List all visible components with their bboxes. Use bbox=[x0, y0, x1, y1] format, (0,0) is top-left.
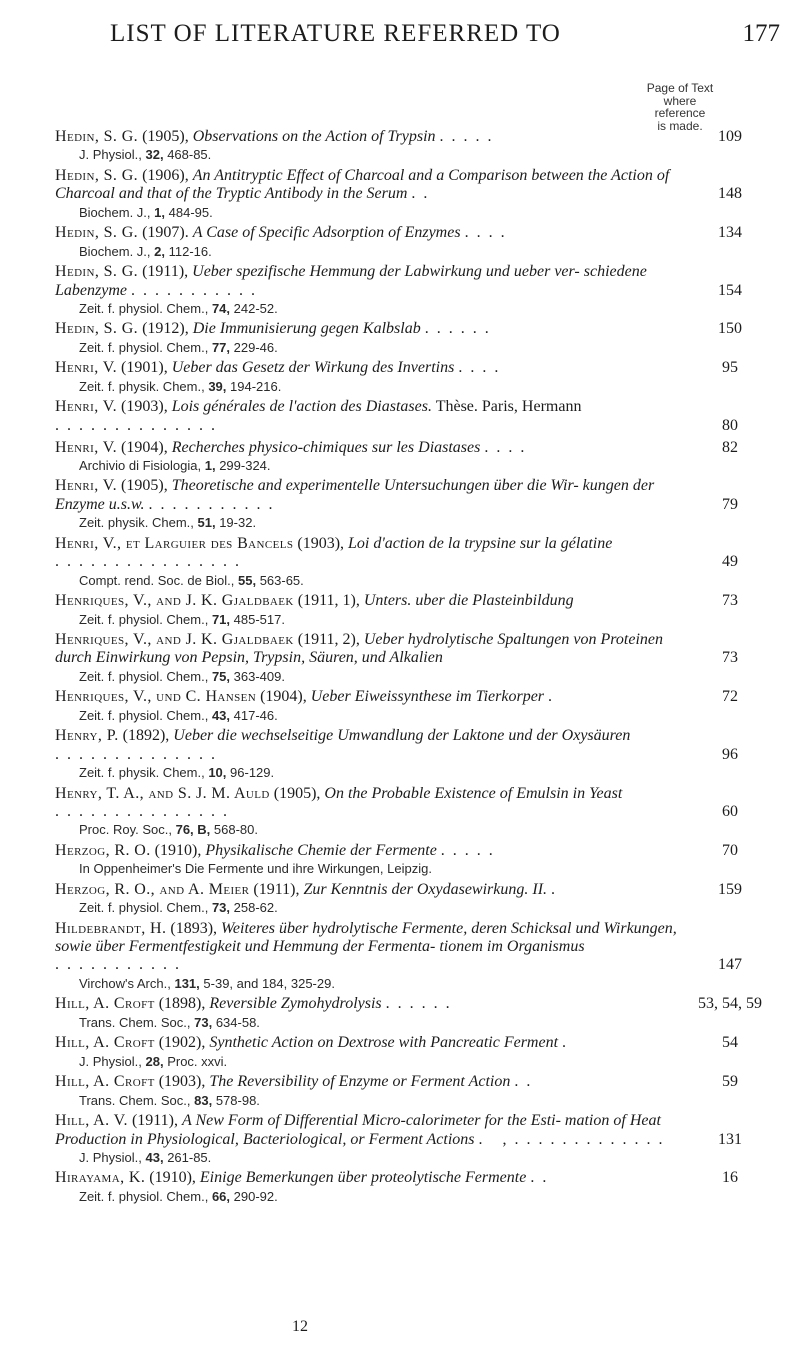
journal-name: Zeit. f. physiol. Chem., bbox=[79, 611, 209, 627]
citation-text bbox=[55, 842, 693, 860]
leader-dots: .............. bbox=[55, 416, 223, 434]
leader-dots: ..... bbox=[439, 128, 500, 145]
reference-citation bbox=[55, 263, 767, 300]
journal-source bbox=[55, 764, 767, 781]
reference-citation bbox=[55, 1073, 767, 1091]
citation-text bbox=[55, 688, 693, 706]
year: (1903), bbox=[158, 1073, 206, 1091]
reference-entry bbox=[55, 535, 767, 589]
journal-pages: 96-129. bbox=[230, 765, 275, 781]
reference-entry bbox=[55, 398, 767, 435]
reference-entry bbox=[55, 592, 767, 627]
reference-citation bbox=[55, 1034, 767, 1052]
journal-pages: 242-52. bbox=[233, 300, 278, 316]
text-page-reference: 95 bbox=[722, 359, 738, 377]
column-heading-line: where bbox=[663, 93, 697, 108]
journal-source bbox=[55, 300, 767, 317]
leader-dots: . bbox=[551, 880, 564, 898]
work-title: The Reversibility of Enzyme or Ferment Action bbox=[209, 1073, 511, 1091]
author: Hill, A. Croft bbox=[55, 1034, 155, 1052]
text-page-reference: 60 bbox=[722, 802, 738, 820]
work-title: Ueber die wechselseitige Umwandlung der Laktone und der bbox=[173, 727, 558, 745]
journal-pages: Proc. xxvi. bbox=[167, 1053, 228, 1069]
column-heading-line: is made. bbox=[657, 118, 703, 133]
year: (1892), bbox=[122, 727, 170, 745]
publication-note: Thèse. Paris, Hermann bbox=[435, 398, 582, 416]
reference-citation bbox=[55, 785, 767, 822]
journal-name: Biochem. J., bbox=[79, 204, 151, 220]
text-page-reference: 148 bbox=[718, 185, 742, 203]
journal-volume: 83, bbox=[194, 1092, 213, 1108]
journal-name: Zeit. physik. Chem., bbox=[79, 515, 194, 531]
work-title-continued: in Yeast bbox=[572, 784, 623, 802]
journal-source bbox=[55, 668, 767, 685]
text-page-reference: 131 bbox=[718, 1130, 742, 1148]
year: (1904), bbox=[260, 688, 307, 706]
journal-source bbox=[55, 899, 767, 916]
journal-volume: 71, bbox=[211, 611, 231, 627]
journal-pages: 299-324. bbox=[219, 457, 271, 473]
journal-name: Zeit. f. physiol. Chem., bbox=[79, 707, 209, 723]
text-page-reference: 134 bbox=[718, 224, 742, 242]
reference-entry bbox=[55, 1034, 767, 1069]
text-page-reference: 54 bbox=[722, 1034, 738, 1052]
journal-name: J. Physiol., bbox=[79, 1149, 142, 1165]
reference-entry bbox=[55, 263, 767, 317]
author: Henri, V. bbox=[55, 438, 118, 456]
author: Hedin, S. G. bbox=[55, 224, 139, 242]
reference-citation bbox=[55, 592, 767, 610]
text-page-reference: 96 bbox=[722, 745, 738, 763]
work-title: An Antitryptic Effect of Charcoal and a Comparison between bbox=[192, 166, 584, 184]
work-title: Physikalische Chemie der Fermente bbox=[205, 841, 437, 859]
journal-source bbox=[55, 514, 767, 531]
author: Hedin, S. G. bbox=[55, 166, 139, 184]
work-title-continued: und Wirkungen, sowie über Fermentfestigkeit und Hemmung der Fermenta- tionem im Organismus bbox=[55, 919, 677, 956]
reference-list bbox=[55, 128, 767, 1208]
journal-name: Trans. Chem. Soc., bbox=[79, 1092, 191, 1108]
work-title: Synthetic Action on Dextrose with Pancreatic Ferment bbox=[209, 1034, 559, 1052]
text-page-reference: 159 bbox=[718, 880, 742, 898]
reference-citation bbox=[55, 359, 767, 377]
reference-entry bbox=[55, 477, 767, 531]
journal-pages: 484-95. bbox=[168, 204, 213, 220]
text-page-reference: 16 bbox=[722, 1169, 738, 1187]
author: Henriques, V., und C. Hansen bbox=[55, 688, 257, 706]
journal-source bbox=[55, 457, 767, 474]
reference-entry bbox=[55, 439, 767, 474]
leader-dots: . ,............. bbox=[478, 1130, 671, 1148]
journal-volume: 73, bbox=[211, 900, 231, 916]
work-title: Theoretische and experimentelle Untersuchungen über die Wir- bbox=[171, 477, 579, 495]
journal-volume: 66, bbox=[211, 1188, 231, 1204]
journal-source bbox=[55, 821, 767, 838]
page-header bbox=[110, 20, 780, 50]
work-title: Reversible Zymohydrolysis bbox=[209, 995, 382, 1013]
work-title: Einige Bemerkungen über proteolytische Fermente bbox=[199, 1169, 527, 1187]
journal-name: Trans. Chem. Soc., bbox=[79, 1014, 191, 1030]
journal-name: J. Physiol., bbox=[79, 147, 142, 163]
leader-dots: .... bbox=[464, 224, 513, 242]
work-title: Ueber spezifische Hemmung der Labwirkung und ueber ver- bbox=[192, 263, 580, 281]
journal-name: Proc. Roy. Soc., bbox=[79, 822, 172, 838]
year: (1901), bbox=[121, 359, 168, 377]
leader-dots: . bbox=[562, 1034, 575, 1052]
journal-pages: 578-98. bbox=[215, 1092, 260, 1108]
journal-pages: 19-32. bbox=[219, 515, 257, 531]
citation-text bbox=[55, 224, 693, 242]
reference-entry bbox=[55, 995, 767, 1030]
year: (1911), bbox=[253, 880, 300, 898]
author: Hedin, S. G. bbox=[55, 128, 139, 145]
citation-text bbox=[55, 995, 693, 1013]
reference-citation bbox=[55, 167, 767, 204]
journal-pages: 468-85. bbox=[167, 147, 212, 163]
leader-dots: .... bbox=[484, 438, 533, 456]
page-column-heading bbox=[600, 82, 760, 132]
leader-dots: .. bbox=[411, 185, 436, 203]
work-title: Die Immunisierung gegen Kalbslab bbox=[192, 320, 421, 338]
leader-dots: ........... bbox=[55, 956, 187, 974]
author: Hildebrandt, H. bbox=[55, 919, 167, 937]
work-title-continued: the Action of Charcoal and that of the Tryptic Antibody in the Serum bbox=[55, 166, 670, 203]
work-title: Observations on the Action of Trypsin bbox=[192, 128, 436, 145]
author: Henri, V., et Larguier des Bancels bbox=[55, 534, 294, 552]
year: (1903), bbox=[121, 398, 168, 416]
author: Henriques, V., and J. K. Gjaldbaek bbox=[55, 631, 294, 648]
citation-text bbox=[55, 920, 693, 975]
journal-pages: 485-517. bbox=[233, 611, 285, 627]
reference-entry bbox=[55, 785, 767, 839]
journal-pages: 290-92. bbox=[233, 1188, 278, 1204]
reference-citation bbox=[55, 727, 767, 764]
journal-source bbox=[55, 1014, 767, 1031]
leader-dots: ...... bbox=[424, 320, 497, 338]
reference-citation bbox=[55, 631, 767, 668]
author: Hill, A. V. bbox=[55, 1112, 128, 1130]
text-page-reference: 80 bbox=[722, 416, 738, 434]
year: (1910), bbox=[154, 841, 202, 859]
author: Henry, P. bbox=[55, 727, 119, 745]
journal-name: In Oppenheimer's Die Fermente und ihre Wirkungen, Leipzig. bbox=[79, 861, 432, 877]
leader-dots: .. bbox=[514, 1073, 539, 1091]
leader-dots: ..... bbox=[440, 841, 501, 859]
reference-entry bbox=[55, 1073, 767, 1108]
citation-text bbox=[55, 1073, 693, 1091]
reference-citation bbox=[55, 881, 767, 899]
citation-text bbox=[55, 631, 693, 668]
work-title: Lois générales de l'action des Diastases. bbox=[171, 398, 432, 416]
citation-text bbox=[55, 398, 693, 435]
author: Hirayama, K. bbox=[55, 1169, 146, 1187]
text-page-reference: 59 bbox=[722, 1073, 738, 1091]
citation-text bbox=[55, 727, 693, 764]
work-title: A New Form of Differential Micro-calorimeter for the Esti- bbox=[182, 1112, 561, 1130]
journal-name: Compt. rend. Soc. de Biol., bbox=[79, 572, 235, 588]
reference-citation bbox=[55, 920, 767, 975]
reference-citation bbox=[55, 1112, 767, 1149]
work-title: A Case of Specific Adsorption of Enzymes bbox=[192, 224, 461, 242]
year: (1911), bbox=[142, 263, 189, 281]
year: (1893), bbox=[170, 919, 218, 937]
author: Henriques, V., and J. K. Gjaldbaek bbox=[55, 592, 294, 610]
author: Hedin, S. G. bbox=[55, 320, 139, 338]
journal-source bbox=[55, 204, 767, 221]
journal-pages: 261-85. bbox=[167, 1149, 212, 1165]
leader-dots: .. bbox=[530, 1169, 555, 1187]
citation-text bbox=[55, 359, 693, 377]
text-page-reference: 70 bbox=[722, 841, 738, 859]
work-title-continued: mation of Heat Production in Physiological, Bacteriological, or Ferment Actions bbox=[55, 1112, 661, 1148]
page-number: 177 bbox=[742, 20, 780, 47]
citation-text bbox=[55, 535, 693, 572]
journal-volume: 74, bbox=[211, 300, 231, 316]
text-page-reference: 49 bbox=[722, 553, 738, 571]
running-title: LIST OF LITERATURE REFERRED TO bbox=[110, 20, 561, 47]
journal-source bbox=[55, 1092, 767, 1109]
journal-pages: 417-46. bbox=[233, 707, 278, 723]
author: Hill, A. Croft bbox=[55, 1073, 155, 1091]
reference-entry bbox=[55, 688, 767, 723]
journal-volume: 2, bbox=[154, 243, 165, 259]
reference-entry bbox=[55, 920, 767, 992]
citation-text bbox=[55, 1112, 693, 1149]
journal-volume: 43, bbox=[145, 1149, 164, 1165]
journal-volume: 77, bbox=[211, 339, 231, 355]
reference-citation bbox=[55, 995, 767, 1013]
journal-pages: 229-46. bbox=[233, 339, 278, 355]
leader-dots: ...... bbox=[385, 995, 458, 1013]
reference-entry bbox=[55, 167, 767, 221]
reference-citation bbox=[55, 1169, 767, 1187]
work-title-continued: kungen der Enzyme u.s.w. bbox=[55, 477, 655, 513]
journal-volume: 51, bbox=[197, 515, 216, 531]
citation-text bbox=[55, 439, 693, 457]
journal-volume: 75, bbox=[211, 668, 231, 684]
journal-name: Zeit. f. physiol. Chem., bbox=[79, 668, 209, 684]
journal-volume: 1, bbox=[154, 204, 165, 220]
journal-pages: 194-216. bbox=[230, 378, 282, 394]
reference-citation bbox=[55, 320, 767, 338]
year: (1902), bbox=[158, 1034, 206, 1052]
text-page-reference: 82 bbox=[722, 438, 738, 456]
year: (1911, 2), bbox=[297, 631, 360, 648]
author: Hill, A. Croft bbox=[55, 995, 155, 1013]
reference-entry bbox=[55, 359, 767, 394]
citation-text bbox=[55, 881, 693, 899]
journal-name: Biochem. J., bbox=[79, 243, 151, 259]
journal-name: Archivio di Fisiologia, bbox=[79, 457, 202, 473]
journal-pages: 563-65. bbox=[259, 572, 304, 588]
journal-source bbox=[55, 1053, 767, 1070]
text-page-reference: 73 bbox=[722, 649, 738, 667]
journal-name: Zeit. f. physiol. Chem., bbox=[79, 900, 209, 916]
year: (1903), bbox=[297, 534, 345, 552]
citation-text bbox=[55, 1034, 693, 1052]
work-title: Ueber das Gesetz der Wirkung des Invertins bbox=[171, 359, 455, 377]
work-title: Loi d'action de la trypsine sur la bbox=[348, 534, 557, 552]
reference-entry bbox=[55, 727, 767, 781]
reference-citation bbox=[55, 688, 767, 706]
work-title: Weiteres über hydrolytische Fermente, deren Schicksal bbox=[221, 919, 572, 937]
year: (1911, 1), bbox=[297, 592, 360, 610]
citation-text bbox=[55, 592, 693, 610]
work-title: Ueber hydrolytische Spaltungen bbox=[363, 631, 570, 648]
reference-entry bbox=[55, 842, 767, 877]
text-page-reference: 73 bbox=[722, 592, 738, 610]
work-title: Zur Kenntnis der Oxydasewirkung. II. bbox=[303, 880, 548, 898]
column-heading-line: reference bbox=[654, 106, 706, 120]
citation-text bbox=[55, 167, 693, 204]
reference-citation bbox=[55, 842, 767, 860]
leader-dots: .... bbox=[458, 359, 507, 377]
journal-name: Zeit. f. physiol. Chem., bbox=[79, 339, 209, 355]
citation-text bbox=[55, 477, 693, 514]
reference-entry bbox=[55, 224, 767, 259]
citation-text bbox=[55, 785, 693, 822]
journal-source bbox=[55, 572, 767, 589]
work-title-continued: Oxysäuren bbox=[561, 727, 631, 745]
journal-source bbox=[55, 378, 767, 395]
reference-citation bbox=[55, 398, 767, 435]
journal-name: Virchow's Arch., bbox=[79, 975, 171, 991]
text-page-reference: 150 bbox=[718, 320, 742, 338]
work-title: Unters. uber die Plasteinbildung bbox=[363, 592, 574, 610]
reference-entry bbox=[55, 1169, 767, 1204]
work-title: On the Probable Existence of Emulsin bbox=[324, 784, 569, 802]
reference-entry bbox=[55, 631, 767, 685]
author: Herzog, R. O. bbox=[55, 841, 151, 859]
citation-text bbox=[55, 128, 693, 146]
journal-volume: 28, bbox=[145, 1053, 164, 1069]
leader-dots: .............. bbox=[55, 745, 223, 763]
reference-entry bbox=[55, 128, 767, 163]
year: (1905), bbox=[273, 784, 321, 802]
work-title-continued: von Proteinen durch Einwirkung von Pepsin, Trypsin, Säuren, und Alkalien bbox=[55, 631, 663, 667]
work-title-continued: schiedene Labenzyme bbox=[55, 263, 647, 299]
journal-pages: 5-39, and 184, 325-29. bbox=[203, 975, 335, 991]
text-page-reference: 72 bbox=[722, 688, 738, 706]
citation-text bbox=[55, 320, 693, 338]
journal-name: J. Physiol., bbox=[79, 1053, 142, 1069]
year: (1906), bbox=[142, 166, 189, 184]
year: (1907). bbox=[142, 224, 189, 242]
year: (1910), bbox=[149, 1169, 196, 1187]
journal-pages: 258-62. bbox=[233, 900, 278, 916]
reference-entry bbox=[55, 881, 767, 916]
work-title: Ueber Eiweissynthese im Tierkorper bbox=[310, 688, 545, 706]
journal-source bbox=[55, 860, 767, 877]
leader-dots: ........... bbox=[148, 495, 281, 513]
reference-entry bbox=[55, 320, 767, 355]
work-title: Recherches physico-chimiques sur les Diastases bbox=[171, 438, 481, 456]
text-page-reference: 53, 54, 59 bbox=[698, 995, 762, 1013]
reference-citation bbox=[55, 224, 767, 242]
journal-source bbox=[55, 707, 767, 724]
reference-citation bbox=[55, 439, 767, 457]
journal-pages: 568-80. bbox=[213, 822, 258, 838]
text-page-reference: 109 bbox=[718, 128, 742, 145]
reference-entry bbox=[55, 1112, 767, 1166]
leader-dots: . bbox=[548, 688, 561, 706]
reference-citation bbox=[55, 477, 767, 514]
journal-source bbox=[55, 975, 767, 992]
journal-source bbox=[55, 611, 767, 628]
journal-volume: 1, bbox=[204, 457, 216, 473]
journal-name: Zeit. f. physiol. Chem., bbox=[79, 1188, 209, 1204]
leader-dots: ............... bbox=[55, 802, 235, 820]
journal-source bbox=[55, 339, 767, 356]
journal-pages: 112-16. bbox=[168, 243, 212, 259]
leader-dots: ................ bbox=[55, 553, 247, 571]
journal-volume: 131, bbox=[174, 975, 200, 991]
journal-volume: 55, bbox=[237, 572, 257, 588]
journal-volume: 43, bbox=[211, 707, 231, 723]
journal-volume: 73, bbox=[194, 1014, 213, 1030]
citation-text bbox=[55, 1169, 693, 1187]
text-page-reference: 154 bbox=[718, 281, 742, 299]
leader-dots: ........... bbox=[130, 281, 263, 299]
journal-name: Zeit. f. physik. Chem., bbox=[79, 765, 205, 781]
journal-volume: 32, bbox=[145, 147, 164, 163]
year: (1904), bbox=[121, 438, 168, 456]
journal-name: Zeit. f. physik. Chem., bbox=[79, 378, 205, 394]
journal-name: Zeit. f. physiol. Chem., bbox=[79, 300, 209, 316]
journal-source bbox=[55, 1188, 767, 1205]
journal-volume: 10, bbox=[208, 765, 227, 781]
reference-citation bbox=[55, 535, 767, 572]
year: (1911), bbox=[131, 1112, 178, 1130]
year: (1898), bbox=[158, 995, 206, 1013]
journal-source bbox=[55, 146, 767, 163]
journal-volume: 39, bbox=[208, 378, 227, 394]
year: (1905), bbox=[142, 128, 189, 145]
text-page-reference: 79 bbox=[722, 495, 738, 513]
author: Herzog, R. O., and A. Meier bbox=[55, 880, 250, 898]
journal-volume: 76, B, bbox=[175, 822, 211, 838]
reference-citation bbox=[55, 128, 767, 146]
author: Henri, V. bbox=[55, 359, 118, 377]
journal-source bbox=[55, 1149, 767, 1166]
journal-pages: 363-409. bbox=[233, 668, 285, 684]
author: Henry, T. A., and S. J. M. Auld bbox=[55, 784, 270, 802]
year: (1912), bbox=[142, 320, 189, 338]
work-title-continued: gélatine bbox=[560, 534, 613, 552]
journal-source bbox=[55, 243, 767, 260]
signature-mark: 12 bbox=[292, 1318, 308, 1335]
author: Henri, V. bbox=[55, 398, 118, 416]
citation-text bbox=[55, 263, 693, 300]
author: Hedin, S. G. bbox=[55, 263, 139, 281]
author: Henri, V. bbox=[55, 477, 118, 495]
column-heading-line: Page of Text bbox=[646, 81, 714, 95]
year: (1905), bbox=[121, 477, 168, 495]
journal-pages: 634-58. bbox=[215, 1014, 260, 1030]
text-page-reference: 147 bbox=[718, 956, 742, 974]
